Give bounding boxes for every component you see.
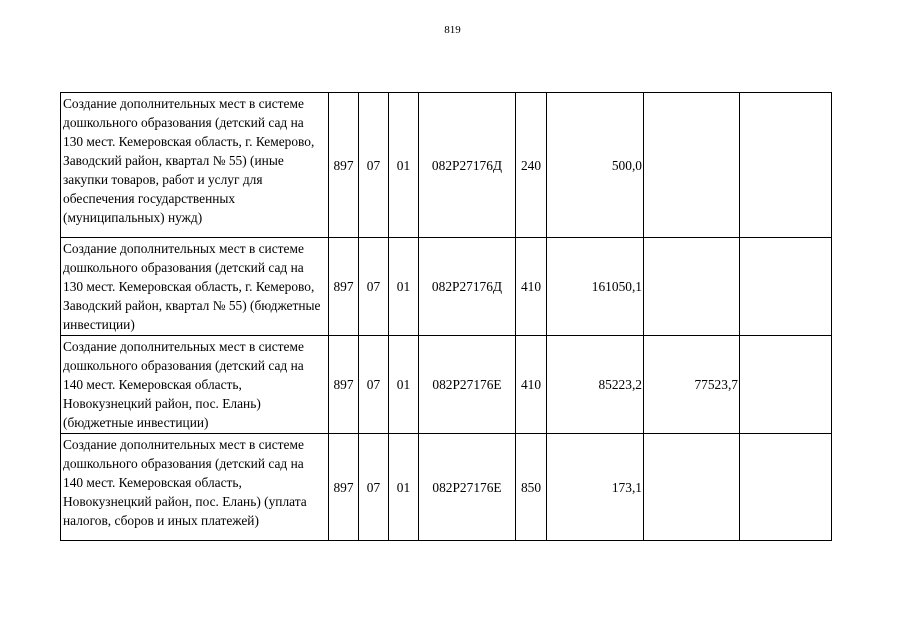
subsection-code: 01 — [389, 434, 419, 541]
budget-table — [60, 92, 832, 541]
ministry-code: 897 — [329, 238, 359, 336]
table-row — [61, 93, 832, 238]
target-article-code: 082P27176Е — [419, 434, 516, 541]
ministry-code: 897 — [329, 336, 359, 434]
row-description: Создание дополнительных мест в системе дошкольного образования (детский сад на 140 мест. Кемеровская область, Новокузнецкий район, пос. Елань) (бюджетные инвестиции) — [61, 336, 329, 434]
section-code: 07 — [359, 93, 389, 238]
amount-2 — [644, 434, 740, 541]
expense-type-code: 850 — [516, 434, 547, 541]
amount-2 — [644, 93, 740, 238]
amount-2 — [644, 238, 740, 336]
amount-1: 161050,1 — [547, 238, 644, 336]
table-row — [61, 336, 832, 434]
amount-1: 85223,2 — [547, 336, 644, 434]
amount-3 — [740, 93, 832, 238]
row-description: Создание дополнительных мест в системе дошкольного образования (детский сад на 130 мест. Кемеровская область, г. Кемерово, Заводский район, квартал № 55) (бюджетные инвестиции) — [61, 238, 329, 336]
target-article-code: 082P27176Е — [419, 336, 516, 434]
section-code: 07 — [359, 238, 389, 336]
row-description: Создание дополнительных мест в системе дошкольного образования (детский сад на 140 мест. Кемеровская область, Новокузнецкий район, пос. Елань) (уплата налогов, сборов и иных платежей) — [61, 434, 329, 541]
section-code: 07 — [359, 336, 389, 434]
amount-1: 500,0 — [547, 93, 644, 238]
row-description: Создание дополнительных мест в системе дошкольного образования (детский сад на 130 мест. Кемеровская область, г. Кемерово, Заводский район, квартал № 55) (иные закупки товаров, работ и услуг для обеспечения государственных (муниципальных) нужд) — [61, 93, 329, 238]
expense-type-code: 410 — [516, 238, 547, 336]
subsection-code: 01 — [389, 336, 419, 434]
expense-type-code: 410 — [516, 336, 547, 434]
expense-type-code: 240 — [516, 93, 547, 238]
section-code: 07 — [359, 434, 389, 541]
amount-3 — [740, 434, 832, 541]
amount-3 — [740, 238, 832, 336]
amount-3 — [740, 336, 832, 434]
table-row — [61, 434, 832, 541]
target-article-code: 082P27176Д — [419, 238, 516, 336]
table-row — [61, 238, 832, 336]
amount-1: 173,1 — [547, 434, 644, 541]
ministry-code: 897 — [329, 434, 359, 541]
amount-2: 77523,7 — [644, 336, 740, 434]
subsection-code: 01 — [389, 93, 419, 238]
subsection-code: 01 — [389, 238, 419, 336]
page-number: 819 — [444, 24, 461, 36]
target-article-code: 082P27176Д — [419, 93, 516, 238]
ministry-code: 897 — [329, 93, 359, 238]
